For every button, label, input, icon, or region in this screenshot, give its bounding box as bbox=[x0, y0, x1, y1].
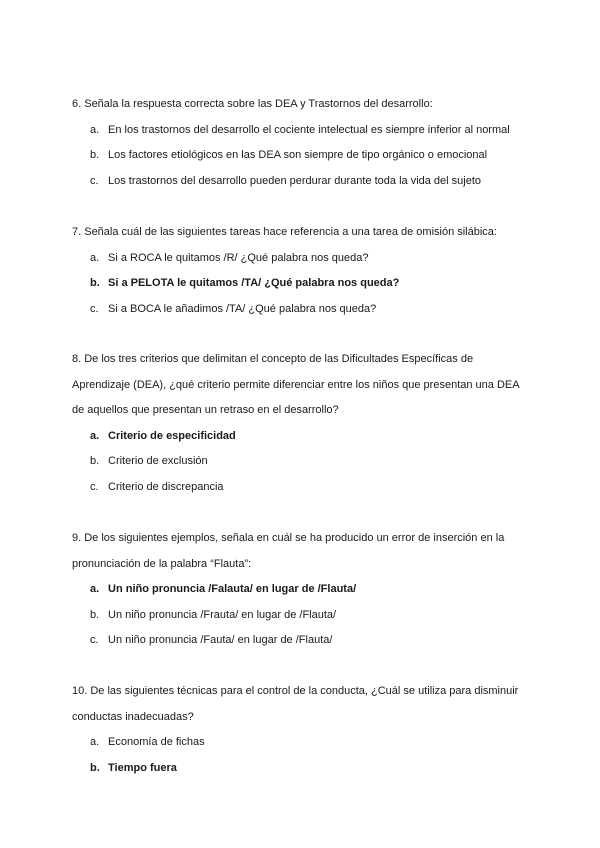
option-letter: a. bbox=[90, 583, 100, 596]
option-text: Los factores etiológicos en las DEA son siempre de tipo orgánico o emocional bbox=[108, 149, 488, 162]
options-list bbox=[72, 246, 532, 323]
option-b bbox=[72, 449, 532, 475]
question-text: 7. Señala cuál de las siguientes tareas hace referencia a una tarea de omisión silábica: bbox=[72, 226, 497, 238]
options-list bbox=[72, 730, 532, 781]
options-list bbox=[72, 577, 532, 654]
question-6 bbox=[72, 92, 532, 194]
option-letter: a. bbox=[90, 736, 100, 749]
option-letter: b. bbox=[90, 149, 100, 162]
option-letter: c. bbox=[90, 174, 99, 187]
option-text: En los trastornos del desarrollo el cociente intelectual es siempre inferior al normal bbox=[108, 123, 510, 136]
option-b bbox=[72, 143, 532, 169]
option-text: Criterio de discrepancia bbox=[108, 480, 224, 493]
option-a bbox=[72, 246, 532, 272]
question-10 bbox=[72, 679, 532, 781]
option-letter: a. bbox=[90, 429, 100, 442]
option-c bbox=[72, 628, 532, 654]
question-9 bbox=[72, 526, 532, 654]
option-letter: c. bbox=[90, 302, 99, 315]
option-text: Un niño pronuncia /Frauta/ en lugar de /Flauta/ bbox=[108, 608, 337, 621]
option-letter: c. bbox=[90, 634, 99, 647]
question-text: 9. De los siguientes ejemplos, señala en cuál se ha producido un error de inserción en la pronunciación de la palabra “Flauta”: bbox=[72, 532, 505, 570]
option-c bbox=[72, 475, 532, 501]
option-a-correct bbox=[72, 577, 532, 603]
option-text: Un niño pronuncia /Falauta/ en lugar de /Flauta/ bbox=[108, 583, 357, 596]
option-a bbox=[72, 118, 532, 144]
question-7 bbox=[72, 220, 532, 322]
option-text: Criterio de especificidad bbox=[108, 429, 236, 442]
option-letter: b. bbox=[90, 608, 100, 621]
option-text: Tiempo fuera bbox=[108, 761, 177, 774]
option-letter: a. bbox=[90, 123, 100, 136]
option-letter: b. bbox=[90, 455, 100, 468]
option-text: Criterio de exclusión bbox=[108, 455, 208, 468]
option-letter: c. bbox=[90, 480, 99, 493]
option-text: Si a BOCA le añadimos /TA/ ¿Qué palabra nos queda? bbox=[108, 302, 377, 315]
question-8 bbox=[72, 347, 532, 501]
option-letter: b. bbox=[90, 277, 100, 290]
option-text: Si a ROCA le quitamos /R/ ¿Qué palabra nos queda? bbox=[108, 251, 369, 264]
option-letter: b. bbox=[90, 761, 100, 774]
options-list bbox=[72, 424, 532, 501]
option-text: Un niño pronuncia /Fauta/ en lugar de /Flauta/ bbox=[108, 634, 333, 647]
question-text: 6. Señala la respuesta correcta sobre las DEA y Trastornos del desarrollo: bbox=[72, 98, 433, 110]
option-text: Si a PELOTA le quitamos /TA/ ¿Qué palabra nos queda? bbox=[108, 277, 400, 290]
option-c bbox=[72, 297, 532, 323]
question-text: 10. De las siguientes técnicas para el control de la conducta, ¿Cuál se utiliza para disminuir conductas inadecuadas? bbox=[72, 685, 519, 723]
options-list bbox=[72, 118, 532, 195]
option-text: Economía de fichas bbox=[108, 736, 205, 749]
option-letter: a. bbox=[90, 251, 100, 264]
question-text: 8. De los tres criterios que delimitan el concepto de las Dificultades Específicas de Aprendizaje (DEA), ¿qué criterio permite diferenciar entre los niños que presentan una DEA de aquellos que presentan un retraso en el desarrollo? bbox=[72, 353, 519, 417]
option-b bbox=[72, 603, 532, 629]
option-c bbox=[72, 169, 532, 195]
option-b-correct bbox=[72, 756, 532, 782]
option-a bbox=[72, 730, 532, 756]
option-b-correct bbox=[72, 271, 532, 297]
option-a-correct bbox=[72, 424, 532, 450]
option-text: Los trastornos del desarrollo pueden perdurar durante toda la vida del sujeto bbox=[108, 174, 482, 187]
